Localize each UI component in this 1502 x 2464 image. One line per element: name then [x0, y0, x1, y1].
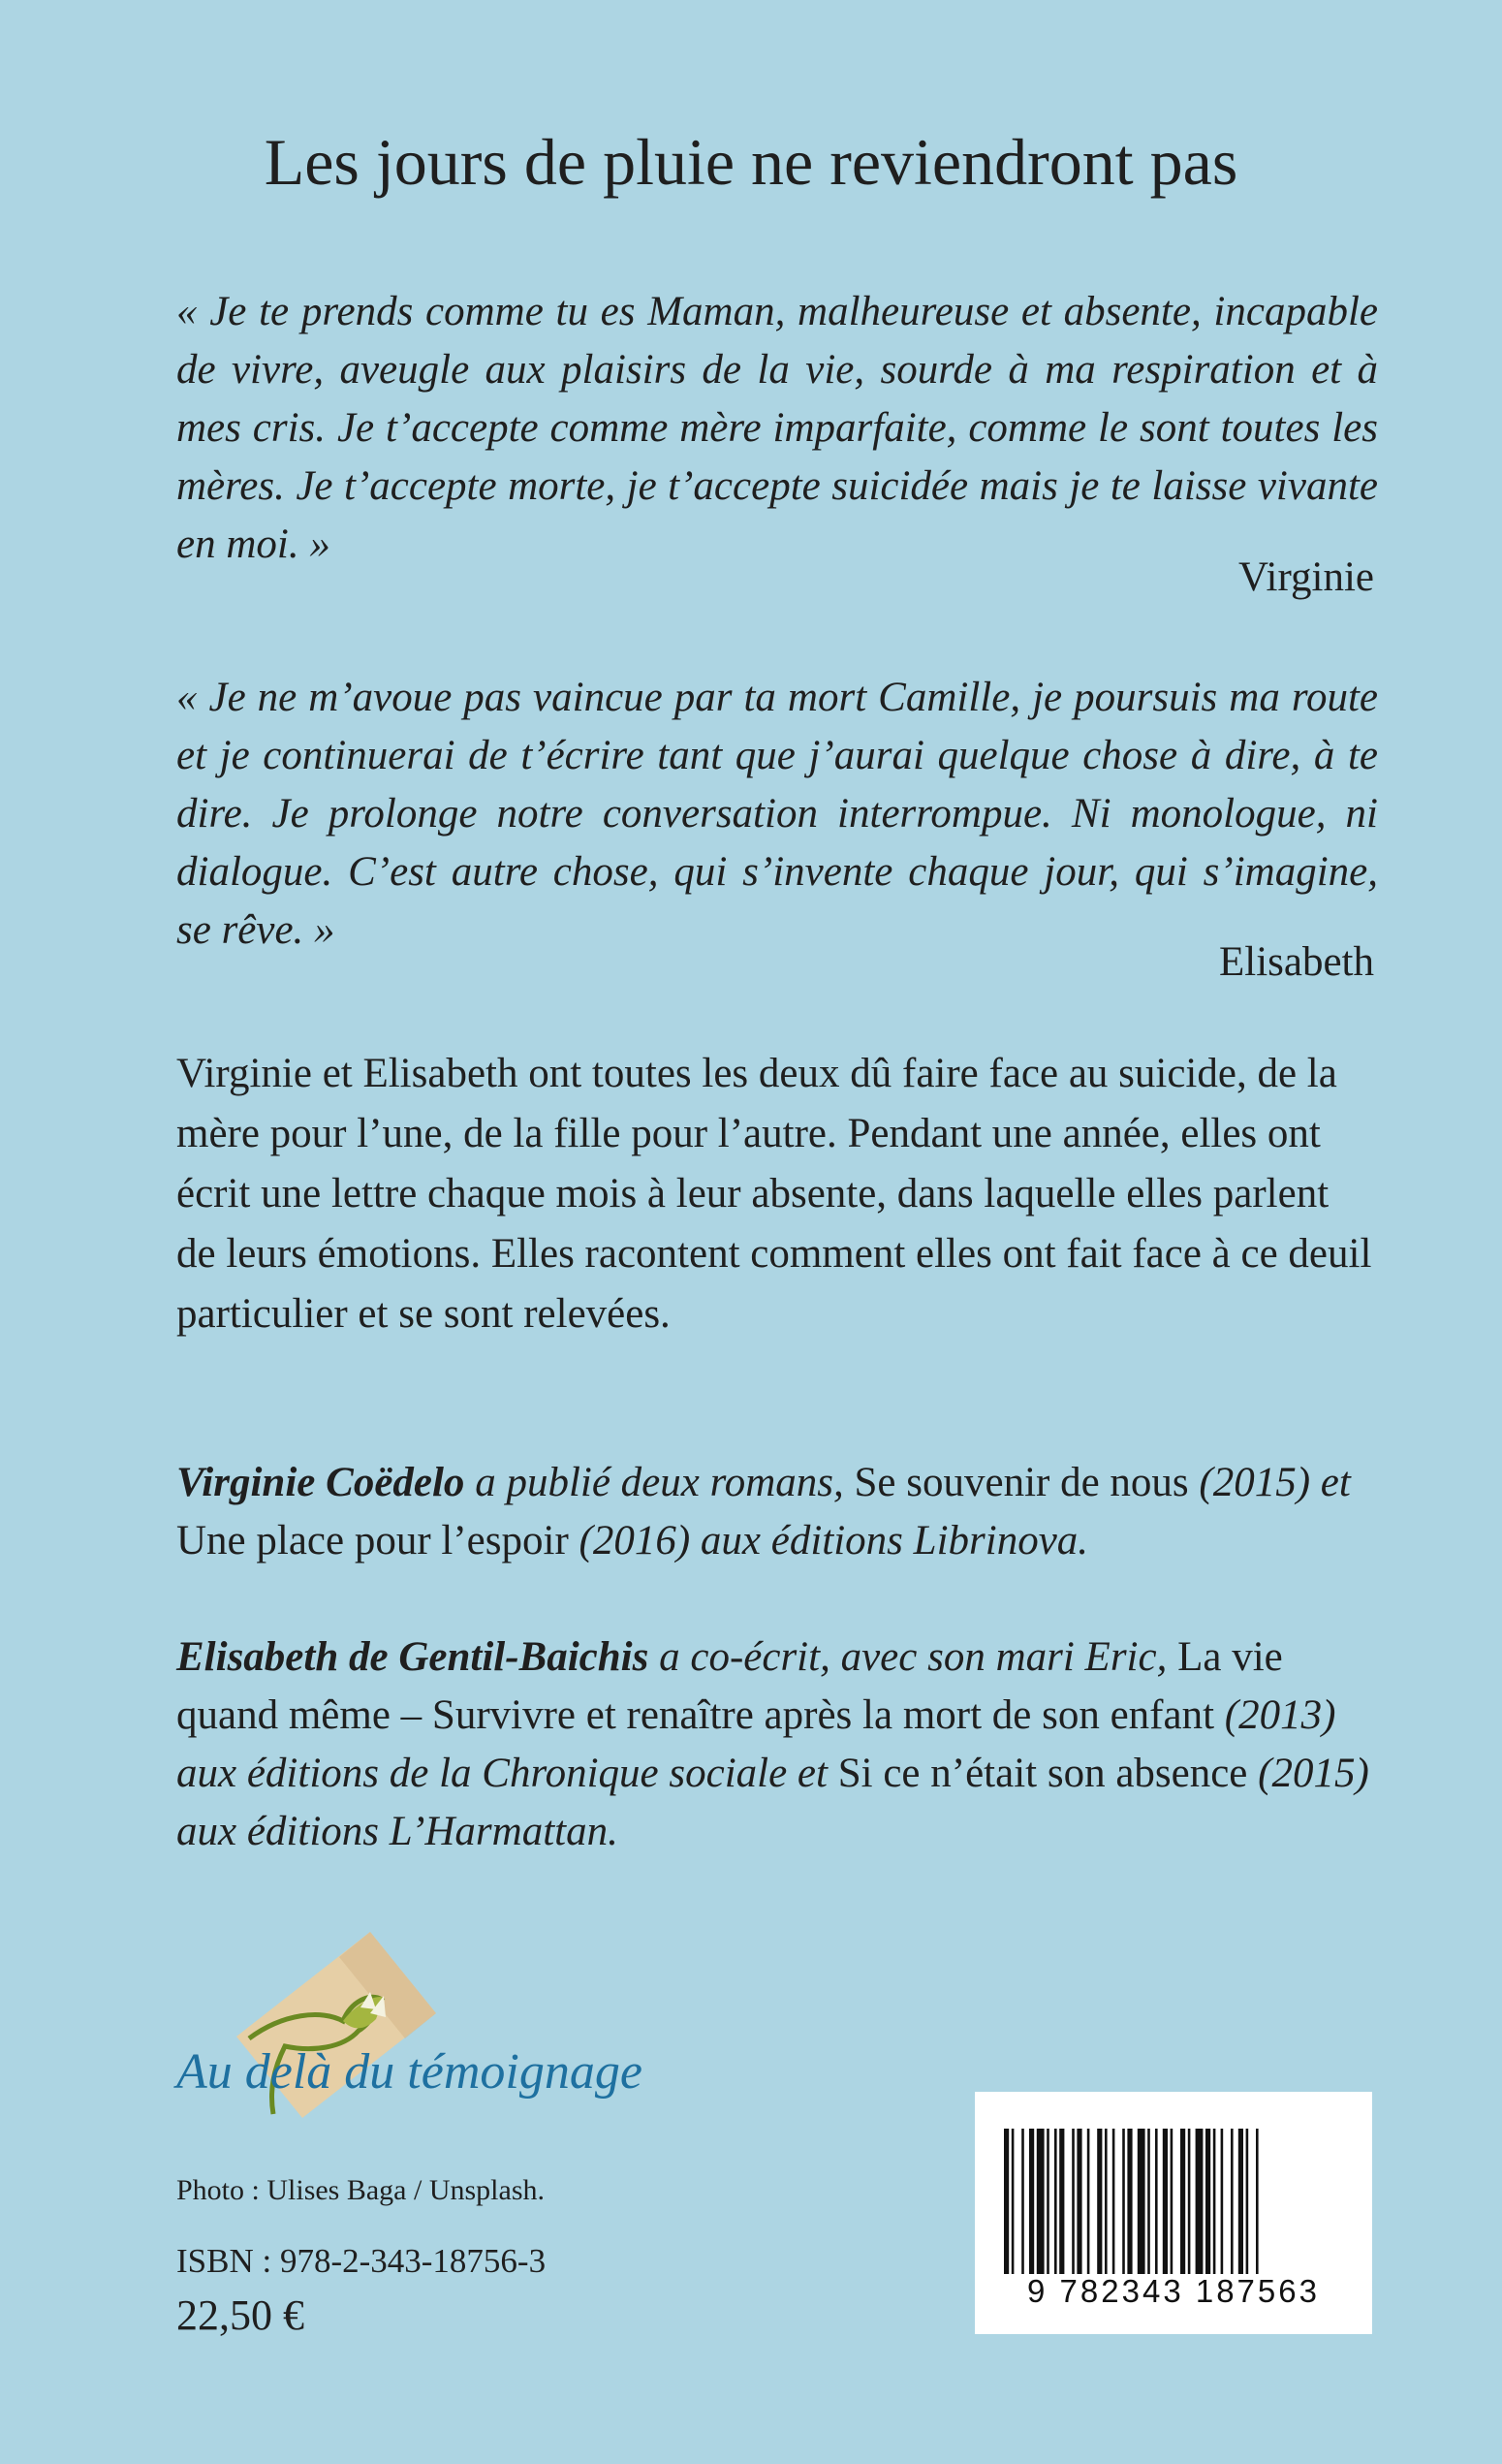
- barcode-bar: [1196, 2129, 1204, 2274]
- barcode-bar: [1213, 2129, 1216, 2274]
- isbn: ISBN : 978-2-343-18756-3: [176, 2242, 547, 2280]
- quote-elisabeth: « Je ne m’avoue pas vaincue par ta mort Camille, je poursuis ma route et je continuerai de t’écrire tant que j’aurai quelque chose à dire, à te dire. Je prolonge notre conversation interrompue. Ni monologue, ni dialogue. C’est autre chose, qui s’invente chaque jour, qui s’imagine, se rêve. »: [176, 675, 1378, 953]
- barcode-bar: [1105, 2129, 1108, 2274]
- barcode-number: 9 782343 187563: [1027, 2273, 1320, 2309]
- barcode-bar: [1180, 2129, 1185, 2274]
- barcode-bar: [1122, 2129, 1125, 2274]
- author-name: Elisabeth de Gentil-Baichis: [176, 1634, 649, 1680]
- bio-text: a co-écrit, avec son mari Eric,: [648, 1634, 1178, 1680]
- bio-virginie: [176, 1454, 1378, 1570]
- barcode-bar: [1004, 2129, 1009, 2274]
- barcode-bar: [1205, 2129, 1210, 2274]
- book-title-ref: Si ce n’était son absence: [837, 1751, 1248, 1796]
- barcode-bar: [1059, 2129, 1064, 2274]
- bio-text: (2015) aux éditions L’Harmattan.: [176, 1751, 1369, 1854]
- barcode-bar: [1054, 2129, 1057, 2274]
- barcode-bar: [1077, 2129, 1081, 2274]
- bio-text: (2015) et: [1188, 1460, 1351, 1505]
- barcode-bar: [1147, 2129, 1150, 2274]
- barcode-bar: [1246, 2129, 1249, 2274]
- barcode-bar: [1163, 2129, 1168, 2274]
- barcode-bar: [1221, 2129, 1224, 2274]
- barcode-bar: [1021, 2129, 1024, 2274]
- barcode-bar: [1037, 2129, 1045, 2274]
- summary-paragraph: Virginie et Elisabeth ont toutes les deux dû faire face au suicide, de la mère pour l’une, de la fille pour l’autre. Pendant une année, elles ont écrit une lettre chaque mois à leur absente, dans laquelle elles parlent de leurs émotions. Elles racontent comment elles ont fait face à ce deuil particulier et se sont relevées.: [176, 1051, 1372, 1337]
- price: 22,50 €: [176, 2291, 304, 2339]
- quote-author-virginie: Virginie: [1238, 554, 1374, 600]
- barcode-bar: [1138, 2129, 1145, 2274]
- barcode-bar: [1012, 2129, 1015, 2274]
- bio-elisabeth: [176, 1628, 1378, 1861]
- book-title: Les jours de pluie ne reviendront pas: [264, 125, 1238, 199]
- quote-virginie: « Je te prends comme tu es Maman, malheureuse et absente, incapable de vivre, aveugle aux plaisirs de la vie, sourde à ma respiration et à mes cris. Je t’accepte comme mère imparfaite, comme le sont toutes les mères. Je t’accepte morte, je t’accepte suicidée mais je te laisse vivante en moi. »: [176, 289, 1378, 567]
- bio-text: (2016) aux éditions Librinova.: [568, 1518, 1089, 1564]
- barcode-bar: [1087, 2129, 1090, 2274]
- barcode-bar: [1171, 2129, 1173, 2274]
- book-title-ref: Une place pour l’espoir: [176, 1518, 569, 1564]
- barcode-bar: [1112, 2129, 1115, 2274]
- barcode-bar: [1072, 2129, 1075, 2274]
- book-title-ref: Se souvenir de nous: [854, 1460, 1189, 1505]
- barcode-bar: [1231, 2129, 1234, 2274]
- barcode-bar: [1238, 2129, 1243, 2274]
- barcode-bar: [1127, 2129, 1132, 2274]
- barcode-bar: [1029, 2129, 1034, 2274]
- barcode-bar: [1047, 2129, 1049, 2274]
- bio-text: a publié deux romans,: [464, 1460, 855, 1505]
- barcode-bar: [1155, 2129, 1158, 2274]
- barcode-bars-icon: [1004, 2129, 1343, 2274]
- collection-name: Au delà du témoignage: [176, 2044, 642, 2100]
- quote-author-elisabeth: Elisabeth: [1218, 939, 1374, 985]
- barcode: [975, 2092, 1372, 2334]
- barcode-bar: [1256, 2129, 1259, 2274]
- barcode-bar: [1188, 2129, 1191, 2274]
- barcode-bar: [1097, 2129, 1102, 2274]
- author-name: Virginie Coëdelo: [176, 1460, 465, 1505]
- book-title-ref: La vie quand même – Survivre et renaître après la mort de son enfant: [176, 1634, 1283, 1738]
- bio-text: (2013) aux éditions de la Chronique sociale et: [176, 1692, 1336, 1796]
- photo-credit: Photo : Ulises Baga / Unsplash.: [176, 2174, 545, 2206]
